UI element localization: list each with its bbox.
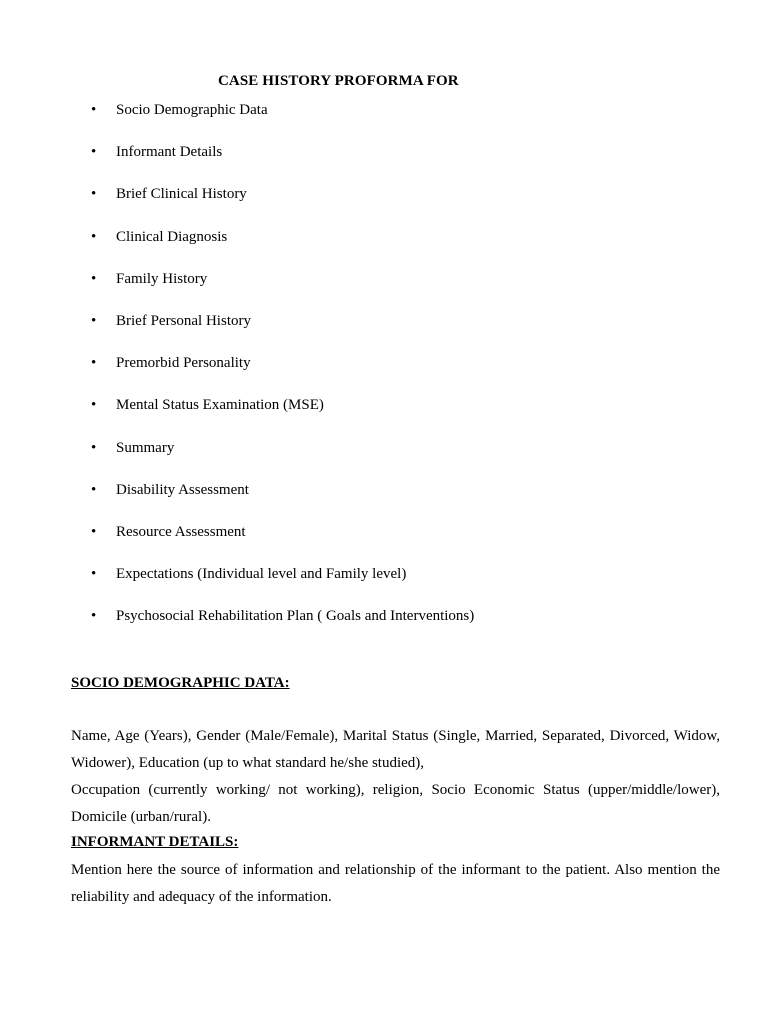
list-item	[0, 395, 768, 437]
list-item	[0, 142, 768, 184]
socio-demographic-paragraph-1	[71, 723, 720, 777]
socio-demographic-paragraph-2	[71, 777, 720, 831]
socio-demographic-heading: SOCIO DEMOGRAPHIC DATA:	[71, 675, 290, 691]
bullet-icon: •	[91, 481, 97, 498]
bullet-icon: •	[91, 439, 97, 456]
list-item	[0, 606, 768, 648]
bullet-icon: •	[91, 566, 97, 583]
list-item	[0, 311, 768, 353]
paragraph-line: Widower), Education (up to what standard he/she studied),	[71, 755, 425, 771]
paragraph-line: Name, Age (Years), Gender (Male/Female), Marital Status (Single, Married, Separated, Divorced, Widow,	[71, 728, 720, 744]
bullet-icon: •	[91, 270, 97, 287]
bullet-icon: •	[91, 312, 97, 329]
paragraph-line: Mention here the source of information and relationship of the informant to the patient. Also mention the	[71, 862, 720, 878]
list-item-label: Clinical Diagnosis	[116, 228, 228, 245]
paragraph-line: Occupation (currently working/ not working), religion, Socio Economic Status (upper/middle/lower),	[71, 782, 720, 798]
contents-list	[0, 100, 768, 648]
informant-details-heading: INFORMANT DETAILS:	[71, 834, 239, 850]
list-item-label: Resource Assessment	[116, 523, 246, 540]
list-item-label: Mental Status Examination (MSE)	[116, 397, 324, 414]
list-item	[0, 438, 768, 480]
bullet-icon: •	[91, 523, 97, 540]
list-item	[0, 100, 768, 142]
bullet-icon: •	[91, 102, 97, 118]
informant-details-paragraph	[71, 857, 720, 911]
list-item-label: Expectations (Individual level and Family level)	[116, 566, 407, 583]
list-item-label: Family History	[116, 270, 208, 287]
list-item	[0, 564, 768, 606]
bullet-icon: •	[91, 186, 97, 203]
list-item	[0, 353, 768, 395]
list-item	[0, 269, 768, 311]
list-item	[0, 522, 768, 564]
bullet-icon: •	[91, 355, 97, 372]
bullet-icon: •	[91, 228, 97, 245]
list-item-label: Brief Personal History	[116, 312, 251, 329]
list-item-label: Socio Demographic Data	[116, 102, 268, 118]
list-item	[0, 184, 768, 226]
bullet-icon: •	[91, 144, 97, 161]
list-item-label: Disability Assessment	[116, 481, 249, 498]
bullet-icon: •	[91, 397, 97, 414]
list-item-label: Brief Clinical History	[116, 186, 247, 203]
list-item-label: Premorbid Personality	[116, 355, 251, 372]
list-item-label: Informant Details	[116, 144, 223, 161]
list-item	[0, 227, 768, 269]
list-item-label: Summary	[116, 439, 175, 456]
document-title: CASE HISTORY PROFORMA FOR	[218, 73, 459, 89]
bullet-icon: •	[91, 608, 97, 625]
list-item	[0, 480, 768, 522]
paragraph-line: Domicile (urban/rural).	[71, 809, 211, 825]
paragraph-line: reliability and adequacy of the information.	[71, 889, 332, 905]
list-item-label: Psychosocial Rehabilitation Plan ( Goals and Interventions)	[116, 608, 475, 625]
